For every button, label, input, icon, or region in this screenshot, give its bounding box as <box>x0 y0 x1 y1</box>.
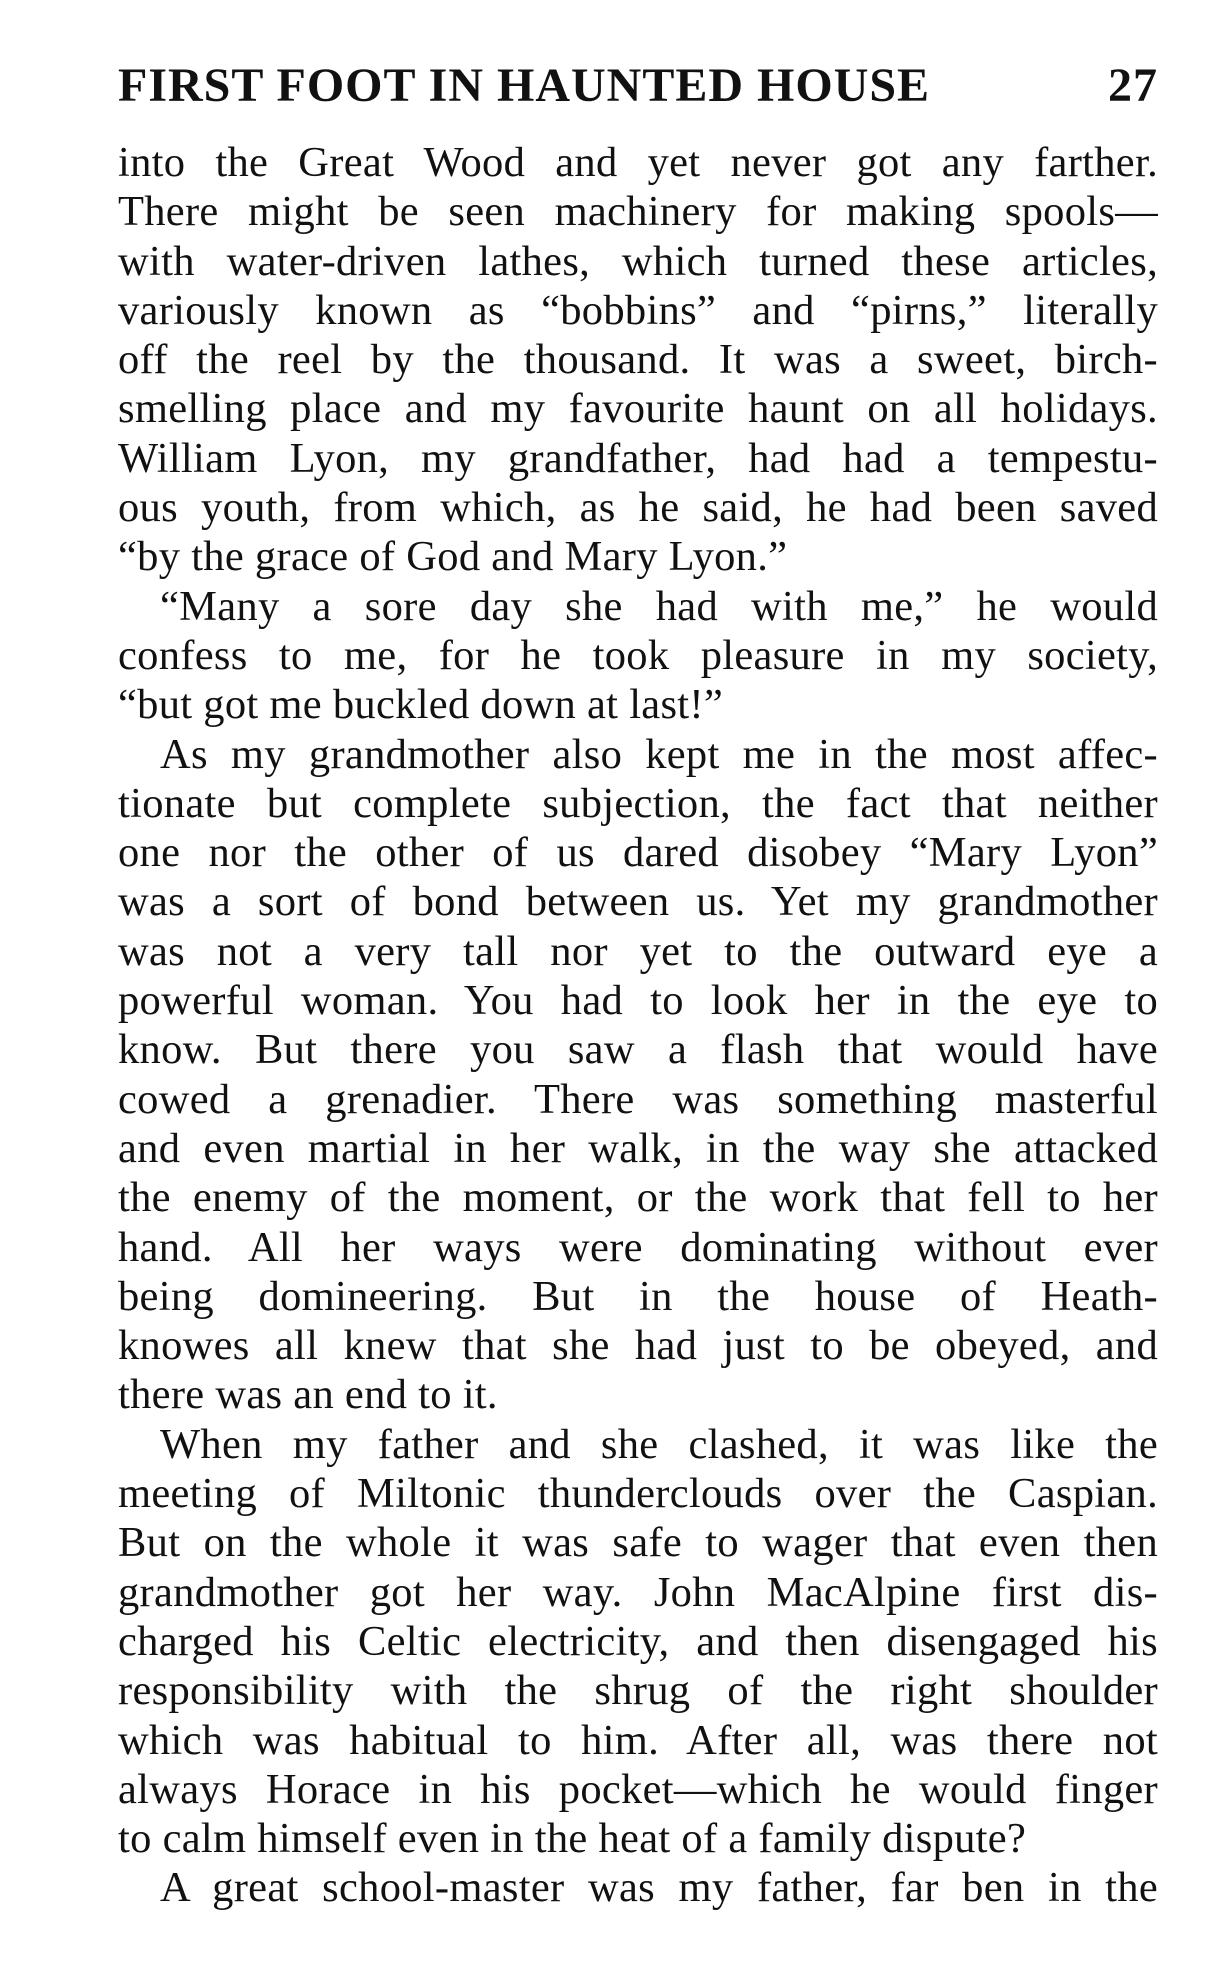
text-line: was a sort of bond between us. Yet my grandmother <box>118 878 1158 926</box>
text-line: smelling place and my favourite haunt on all holidays. <box>118 385 1158 433</box>
text-line: hand. All her ways were dominating without ever <box>118 1223 1158 1271</box>
text-line: ous youth, from which, as he said, he had been saved <box>118 484 1158 532</box>
book-page <box>118 52 1158 1913</box>
text-line: one nor the other of us dared disobey “Mary Lyon” <box>118 829 1158 877</box>
text-line: When my father and she clashed, it was like the <box>160 1420 1158 1468</box>
running-header <box>118 52 1158 120</box>
body-text <box>118 138 1158 1913</box>
text-line: cowed a grenadier. There was something masterful <box>118 1075 1158 1123</box>
text-line: into the Great Wood and yet never got any farther. <box>118 139 1158 186</box>
text-line: know. But there you saw a flash that would have <box>118 1026 1158 1074</box>
text-line: tionate but complete subjection, the fact that neither <box>118 779 1158 827</box>
text-line: confess to me, for he took pleasure in my society, <box>118 631 1158 679</box>
page-number: 27 <box>1108 59 1158 112</box>
text-line: with water-driven lathes, which turned these articles, <box>118 237 1158 285</box>
text-line: grandmother got her way. John MacAlpine first dis- <box>118 1568 1158 1616</box>
text-line: A great school-master was my father, far ben in the <box>160 1864 1158 1912</box>
text-line: “but got me buckled down at last!” <box>118 681 724 729</box>
text-line: There might be seen machinery for making spools— <box>118 188 1158 236</box>
text-line: being domineering. But in the house of Heath- <box>118 1272 1158 1320</box>
text-line: there was an end to it. <box>118 1371 498 1419</box>
text-line: “by the grace of God and Mary Lyon.” <box>118 533 788 581</box>
text-line: But on the whole it was safe to wager that even then <box>118 1519 1158 1567</box>
text-line: always Horace in his pocket—which he would finger <box>118 1765 1158 1813</box>
text-line: William Lyon, my grandfather, had had a tempestu- <box>118 434 1158 482</box>
text-line: powerful woman. You had to look her in the eye to <box>118 977 1158 1025</box>
text-line: As my grandmother also kept me in the most affec- <box>160 730 1158 778</box>
text-line: was not a very tall nor yet to the outward eye a <box>118 927 1158 975</box>
text-line: responsibility with the shrug of the right shoulder <box>118 1667 1158 1715</box>
text-line: meeting of Miltonic thunderclouds over the Caspian. <box>118 1470 1158 1518</box>
text-line: charged his Celtic electricity, and then disengaged his <box>118 1617 1158 1665</box>
text-line: off the reel by the thousand. It was a sweet, birch- <box>118 336 1158 384</box>
text-line: which was habitual to him. After all, was there not <box>118 1716 1158 1764</box>
text-line: to calm himself even in the heat of a family dispute? <box>118 1815 1027 1863</box>
text-line: and even martial in her walk, in the way she attacked <box>118 1124 1158 1172</box>
text-line: variously known as “bobbins” and “pirns,” literally <box>118 286 1158 334</box>
running-title: FIRST FOOT IN HAUNTED HOUSE <box>118 59 931 112</box>
text-line: the enemy of the moment, or the work that fell to her <box>118 1174 1158 1222</box>
text-line: knowes all knew that she had just to be obeyed, and <box>118 1322 1158 1370</box>
text-line: “Many a sore day she had with me,” he would <box>160 582 1158 630</box>
